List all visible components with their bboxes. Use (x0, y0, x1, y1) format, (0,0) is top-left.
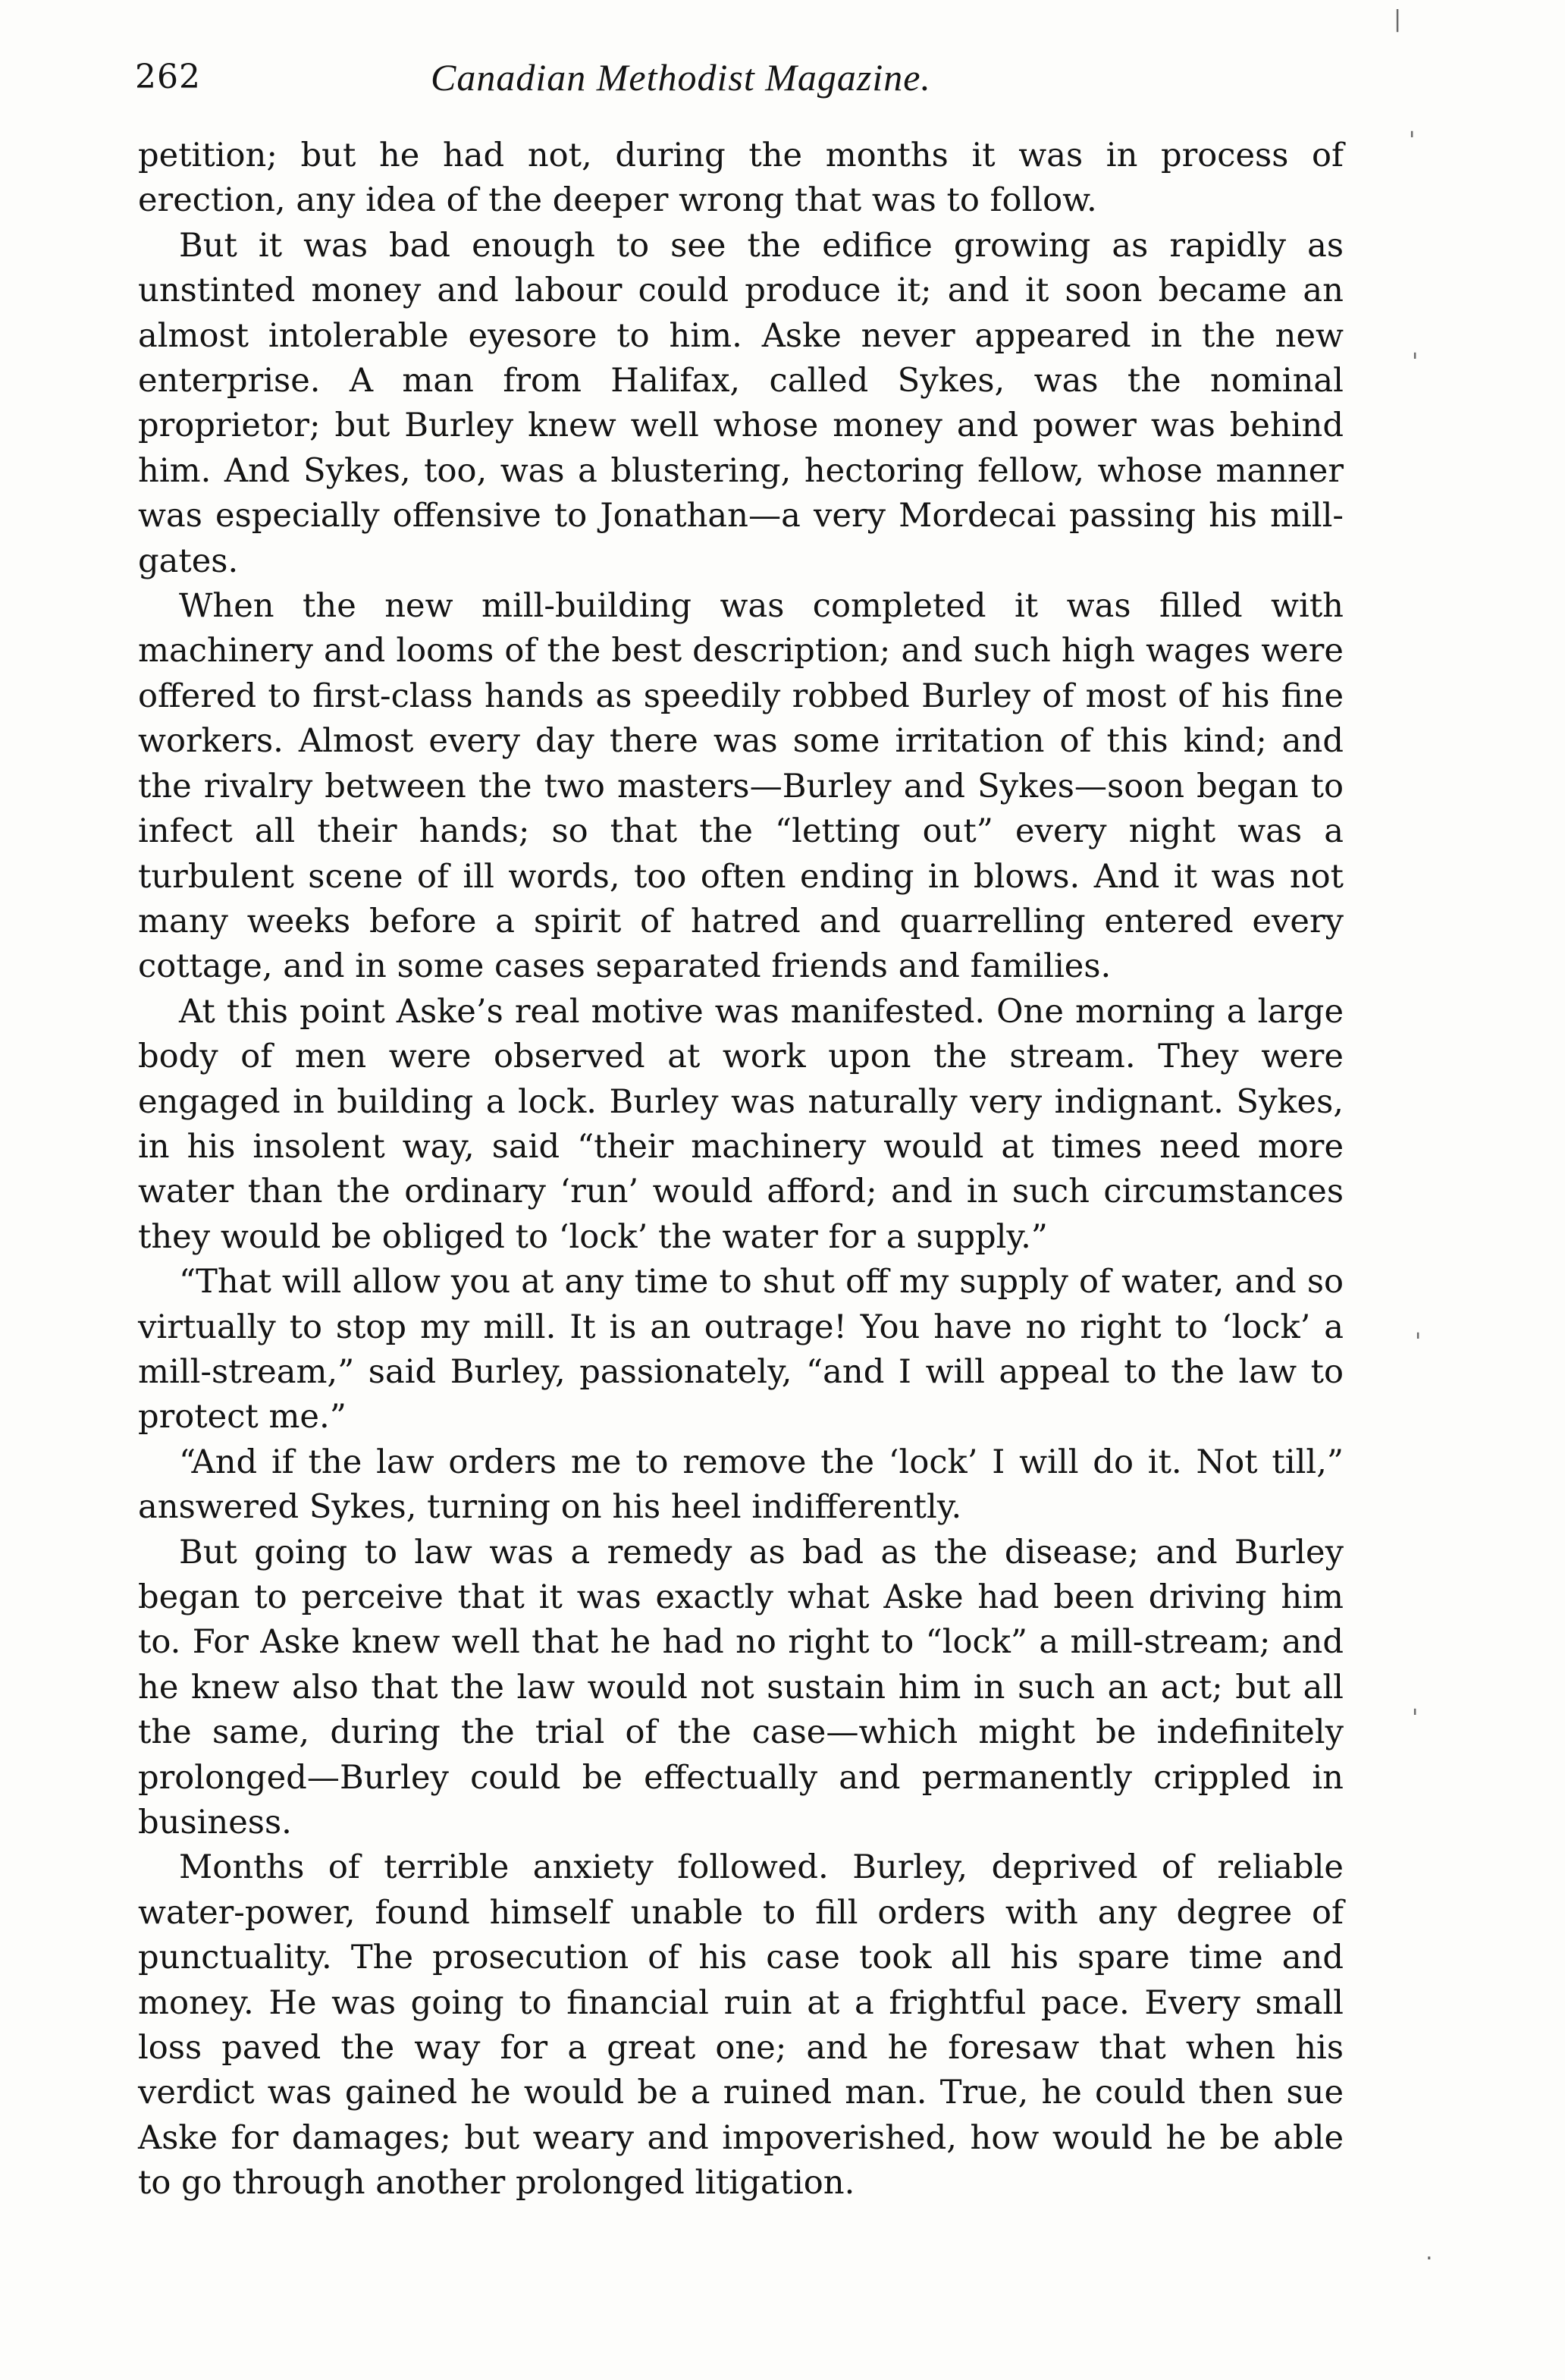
paragraph: But it was bad enough to see the edifice growing as rapidly as unstinted money and labour could produce it; and it soon became an almost intolerable eyesore to him. Aske never appeared in the new enterprise. A man from Halifax, called Sykes, was the nominal proprietor; but Burley knew well whose money and power was behind him. And Sykes, too, was a blustering, hectoring fellow, whose manner was especially offensive to Jonathan—a very Mordecai passing his mill-gates. (138, 226, 1344, 580)
paragraph: Months of terrible anxiety followed. Burley, deprived of reliable water-power, found himself unable to fill orders with any degree of punctuality. The prosecution of his case took all his spare time and money. He was going to financial ruin at a frightful pace. Every small loss paved the way for a great one; and he foresaw that when his verdict was gained he would be a ruined man. True, he could then sue Aske for damages; but weary and impoverished, how would he be able to go through another prolonged litigation. (138, 1848, 1344, 2203)
scan-speck: . (1425, 2239, 1433, 2265)
scan-speck: | (1394, 6, 1402, 33)
scan-speck: ' (1409, 127, 1416, 154)
paragraph: At this point Aske’s real motive was manifested. One morning a large body of men were observed at work upon the stream. They were engaged in building a lock. Burley was naturally very indignant. Sykes, in his insolent way, said “their machinery would at times need more water than the ordinary ‘run’ would afford; and in such circumstances they would be obliged to ‘lock’ the water for a supply.” (138, 992, 1344, 1256)
paragraph: But going to law was a remedy as bad as the disease; and Burley began to perceive that it was exactly what Aske had been driving him to. For Aske knew well that he had no right to “lock” a mill-stream; and he knew also that the law would not sustain him in such an act; but all the same, during the trial of the case—which might be indefinitely prolonged—Burley could be effectually and permanently crippled in business. (138, 1533, 1344, 1842)
page-number: 262 (135, 58, 201, 96)
running-title: Canadian Methodist Magazine. (431, 56, 931, 99)
paragraph: When the new mill-building was completed it was filled with machinery and looms of the best description; and such high wages were offered to first-class hands as speedily robbed Burley of most of his fine workers. Almost every day there was some irritation of this kind; and the rivalry between the two masters—Burley and Sykes—soon began to infect all their hands; so that the “letting out” every night was a turbulent scene of ill words, too often ending in blows. And it was not many weeks before a spirit of hatred and quarrelling entered every cottage, and in some cases separated friends and families. (138, 587, 1344, 986)
scan-speck: ' (1412, 349, 1419, 375)
article-body (138, 133, 1344, 2206)
paragraph: petition; but he had not, during the months it was in process of erection, any idea of the deeper wrong that was to follow. (138, 137, 1344, 220)
scan-speck: ' (1412, 1705, 1419, 1732)
running-head (135, 47, 1341, 108)
paragraph: “And if the law orders me to remove the ‘lock’ I will do it. Not till,” answered Sykes, turning on his heel indifferently. (138, 1443, 1344, 1527)
paragraph: “That will allow you at any time to shut off my supply of water, and so virtually to stop my mill. It is an outrage! You have no right to ‘lock’ a mill-stream,” said Burley, passionately, “and I will appeal to the law to protect me.” (138, 1263, 1344, 1436)
scan-speck: ' (1415, 1329, 1422, 1355)
